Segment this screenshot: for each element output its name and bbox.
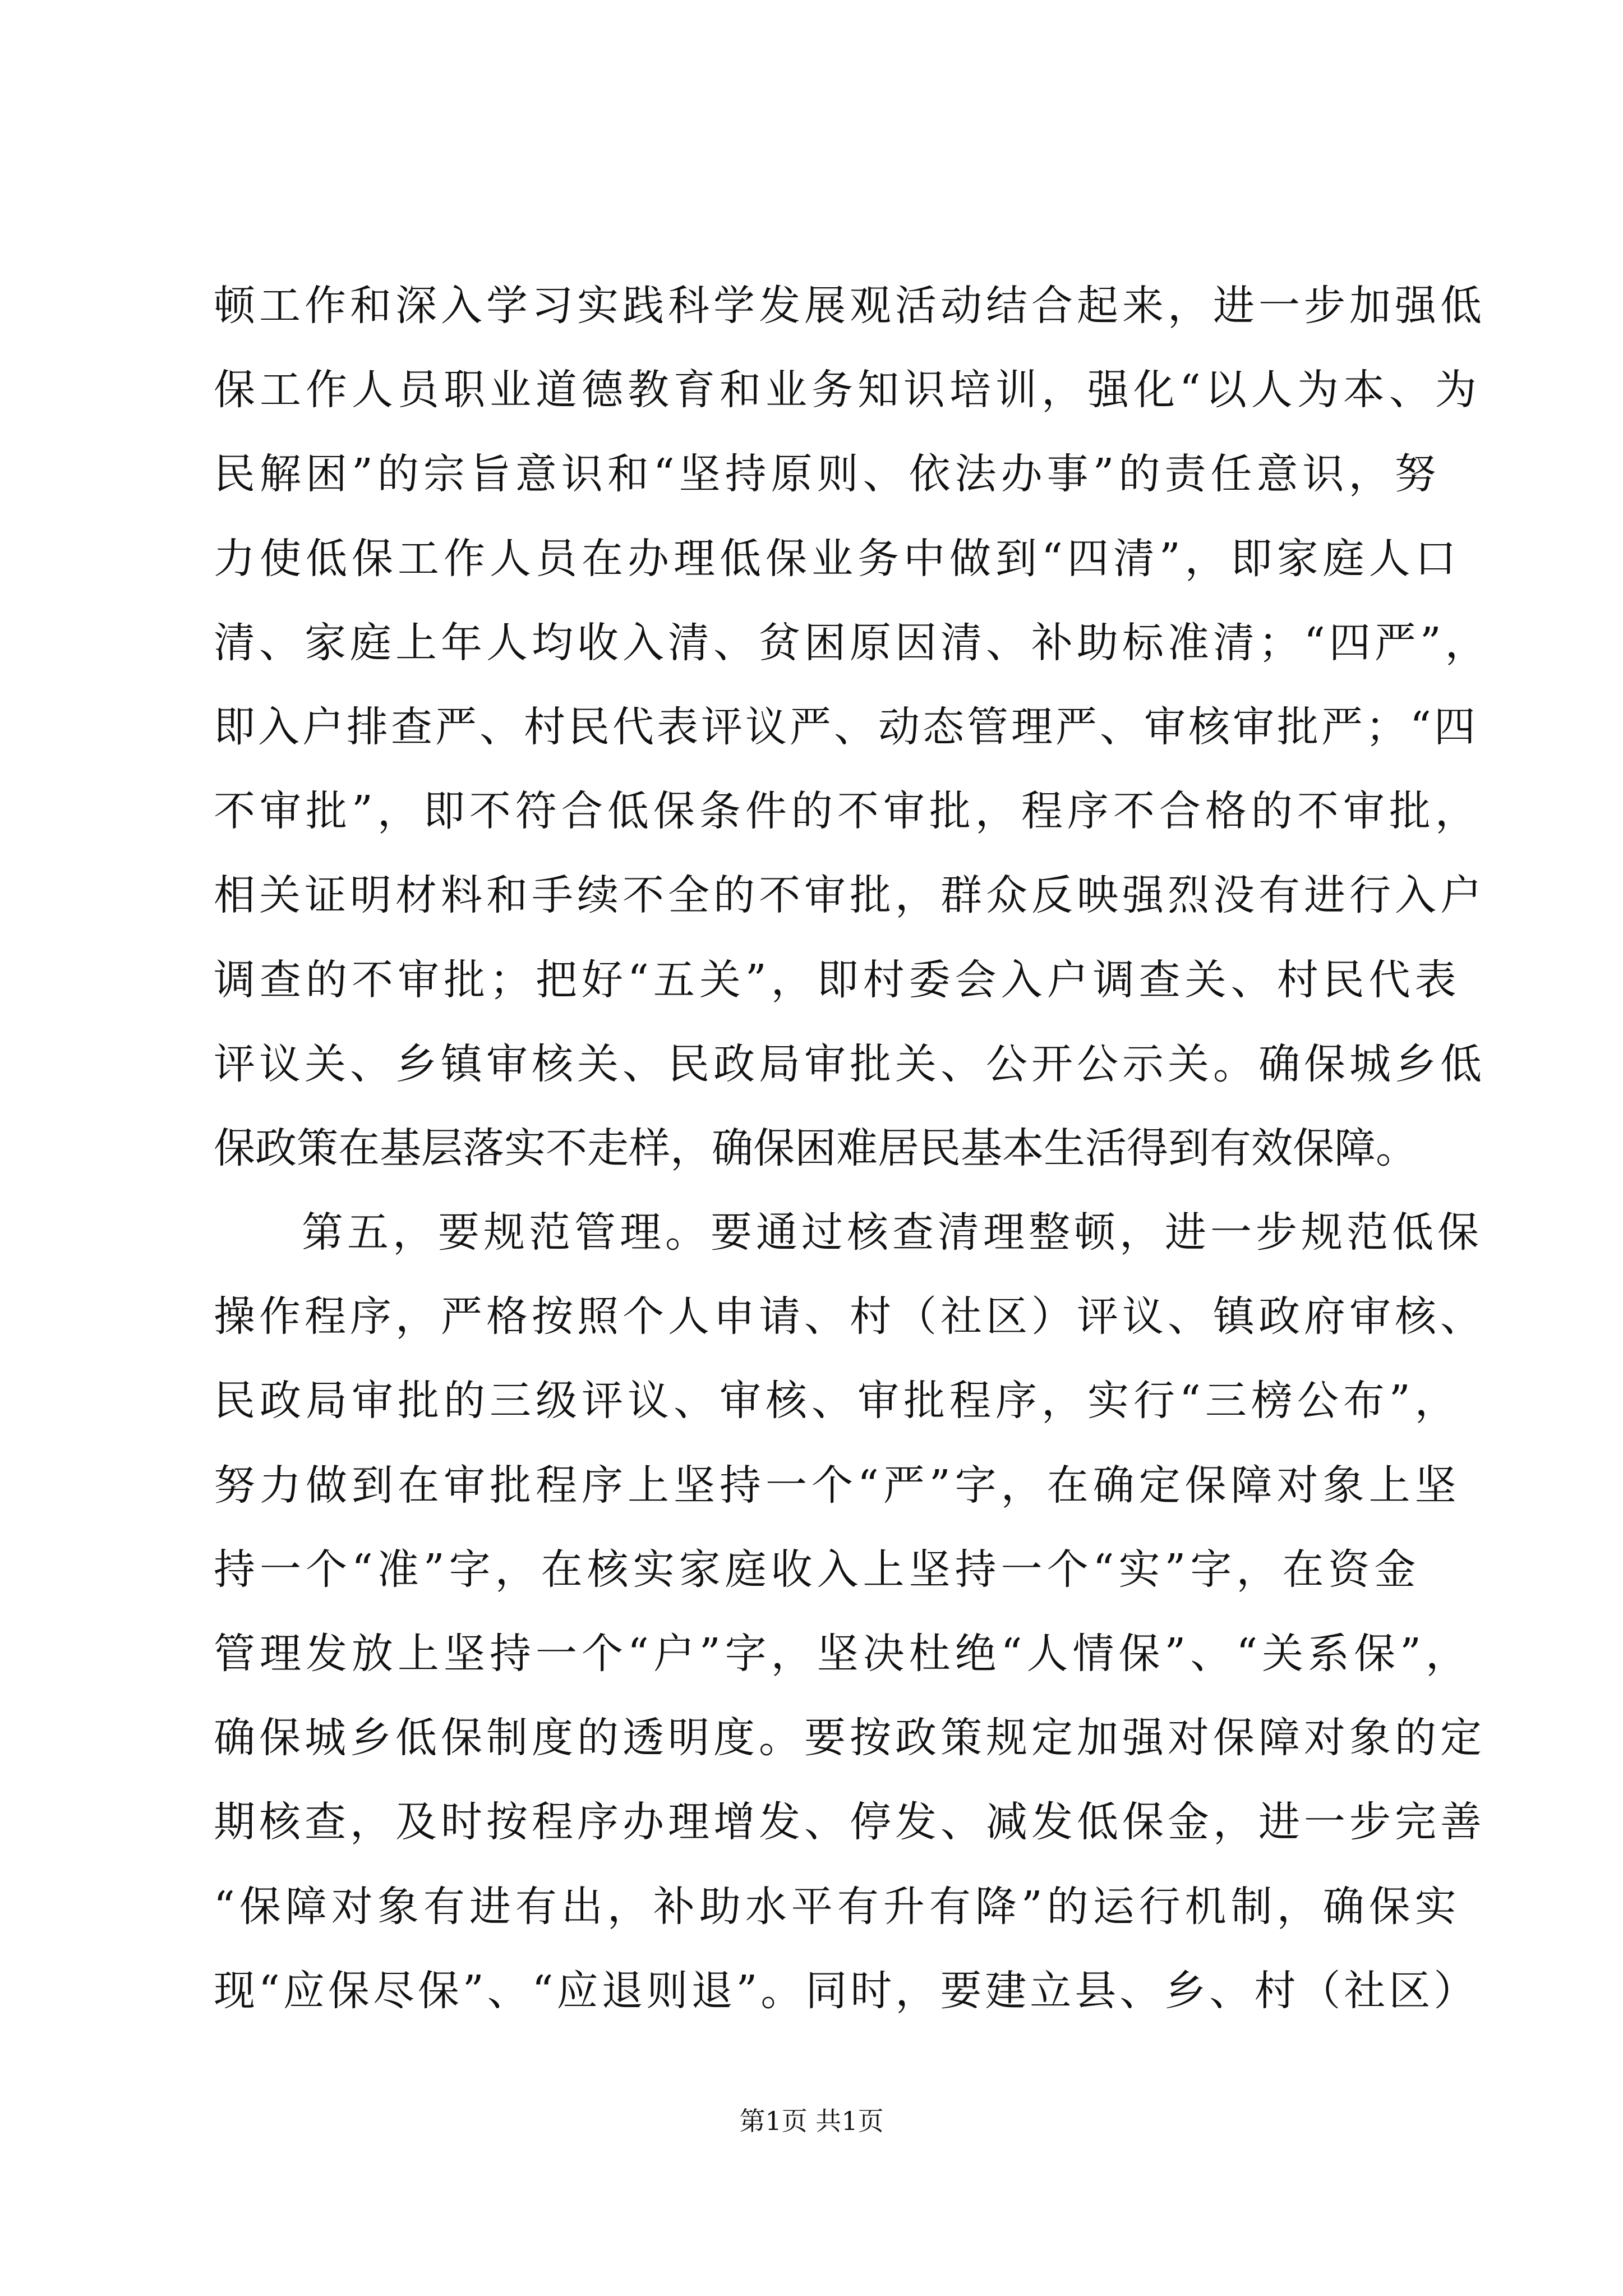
text-line: 现“应保尽保”、“应退则退”。同时，要建立县、乡、村（社区） <box>214 1966 1479 2015</box>
text-line: “保障对象有进有出，补助水平有升有降”的运行机制，确保实 <box>214 1882 1461 1931</box>
text-line: 民解困”的宗旨意识和“坚持原则、依法办事”的责任意识，努 <box>214 450 1441 499</box>
document-body <box>214 264 1491 2033</box>
text-line: 保工作人员职业道德教育和业务知识培训，强化“以人为本、为 <box>214 366 1481 415</box>
text-line: 保政策在基层落实不走样，确保困难居民基本生活得到有效保障。 <box>214 1124 1417 1172</box>
text-line: 即入户排查严、村民代表评议严、动态管理严、审核审批严；“四 <box>214 702 1478 751</box>
text-line: 操作程序，严格按照个人申请、村（社区）评议、镇政府审核、 <box>214 1292 1486 1341</box>
text-line: 调查的不审批；把好“五关”，即村委会入户调查关、村民代表 <box>214 955 1461 1004</box>
text-line: 民政局审批的三级评议、审核、审批程序，实行“三榜公布”， <box>214 1377 1461 1425</box>
text-line: 持一个“准”字，在核实家庭收入上坚持一个“实”字，在资金 <box>214 1545 1421 1594</box>
page-number-footer: 第1页 共1页 <box>739 2106 884 2136</box>
paragraph-first-line: 第五，要规范管理。要通过核查清理整顿，进一步规范低保 <box>302 1208 1483 1257</box>
text-line: 确保城乡低保制度的透明度。要按政策规定加强对保障对象的定 <box>214 1714 1486 1763</box>
text-line: 力使低保工作人员在办理低保业务中做到“四清”，即家庭人口 <box>214 534 1461 583</box>
text-line: 期核查，及时按程序办理增发、停发、减发低保金，进一步完善 <box>214 1798 1486 1847</box>
text-line: 努力做到在审批程序上坚持一个“严”字，在确定保障对象上坚 <box>214 1461 1461 1510</box>
text-line: 清、家庭上年人均收入清、贫困原因清、补助标准清；“四严”， <box>214 618 1491 667</box>
text-line: 顿工作和深入学习实践科学发展观活动结合起来，进一步加强低 <box>214 282 1486 330</box>
text-line: 评议关、乡镇审核关、民政局审批关、公开公示关。确保城乡低 <box>214 1039 1486 1088</box>
text-line: 相关证明材料和手续不全的不审批，群众反映强烈没有进行入户 <box>214 871 1486 920</box>
text-line: 不审批”，即不符合低保条件的不审批，程序不合格的不审批， <box>214 787 1481 836</box>
text-line: 管理发放上坚持一个“户”字，坚决杜绝“人情保”、“关系保”， <box>214 1630 1472 1678</box>
